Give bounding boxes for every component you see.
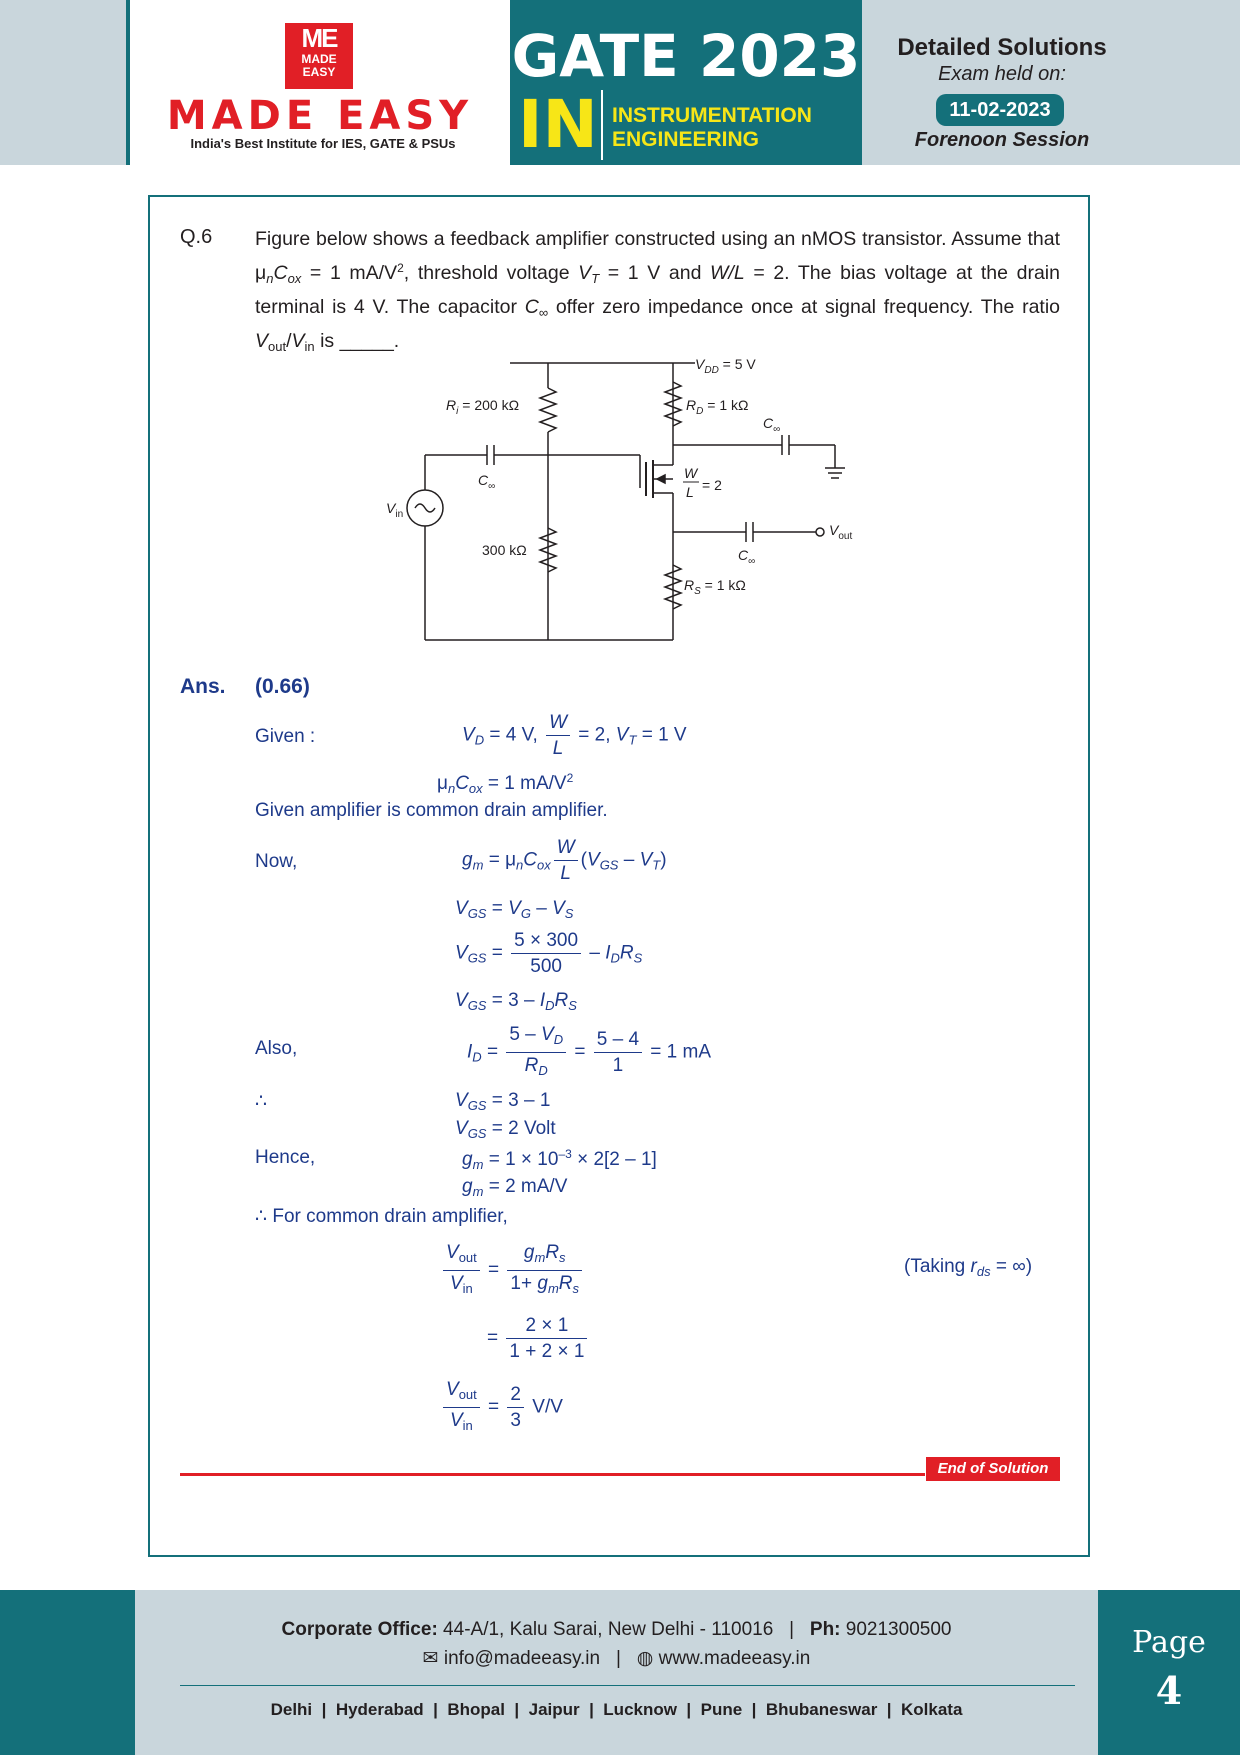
separator: | [615, 1648, 621, 1669]
corporate-office-line [135, 1619, 1098, 1641]
feedback-amplifier-circuit [370, 350, 870, 650]
now-label: Now, [255, 851, 298, 872]
branch-code: IN [518, 86, 598, 163]
exam-held-label: Exam held on: [938, 63, 1066, 85]
corporate-office-label: Corporate Office: [281, 1619, 438, 1640]
ri-label: $R_i = 200$ kΩ [446, 397, 520, 417]
city-item: Pune [700, 1700, 743, 1719]
exam-title: GATE 2023 [511, 22, 861, 90]
brand-tagline: India's Best Institute for IES, GATE & PSUs [190, 136, 456, 151]
vgs-step: $V_{GS} = 3 - 1$ [455, 1090, 551, 1113]
gm-equation: $g_m = \mu_nC_{ox}$ $\frac{W}{L}$ $(V_{GS} - V_T)$ [462, 837, 667, 884]
contact-line [135, 1647, 1098, 1670]
page-label: Page [1132, 1625, 1206, 1660]
exam-session: Forenoon Session [914, 129, 1090, 151]
ri-resistor [540, 388, 556, 432]
exam-date-badge: 11-02-2023 [936, 94, 1064, 126]
given-label: Given : [255, 726, 316, 747]
phone-label: Ph: [809, 1619, 841, 1640]
email-link[interactable]: info@madeeasy.in [443, 1648, 601, 1669]
footer-info-band [135, 1590, 1098, 1755]
city-item: Lucknow [603, 1700, 677, 1719]
logo-small-text: MADE EASY [301, 52, 337, 79]
vgs-divider-equation: $V_{GS}$ = $\frac{5 \times 300}{500}$ – $I_DR_S$ [455, 930, 643, 977]
footer-rule [180, 1685, 1075, 1686]
rd-label: $R_D = 1$ kΩ [686, 397, 749, 417]
l-label: L [686, 484, 694, 500]
hence-label: Hence, [255, 1147, 316, 1168]
corporate-address: 44-A/1, Kalu Sarai, New Delhi - 110016 [437, 1619, 774, 1640]
gm-calculation: $g_m = 1 \times 10^{-3} \times 2[2 - 1]$ [462, 1147, 657, 1172]
also-label: Also, [255, 1038, 298, 1059]
r300-label: 300 kΩ [482, 542, 527, 558]
vout-label: $V_{out}$ [829, 522, 853, 542]
therefore-symbol: ∴ [255, 1091, 268, 1112]
city-item: Bhopal [447, 1700, 505, 1719]
gain-result: $\frac{V_{out}}{V_{in}}$ = $\frac{2}{3}$ V/V [440, 1377, 563, 1438]
mail-icon: ✉ [422, 1648, 439, 1669]
answer-value: (0.66) [255, 675, 310, 698]
city-list: Delhi | Hyderabad | Bhopal | Jaipur | Lucknow | Pune | Bhubaneswar | Kolkata [270, 1700, 963, 1719]
question-text: Figure below shows a feedback amplifier constructed using an nMOS transistor. Assume that $\mu_nC_{ox} = 1$ $mA/V^2$, threshold voltage $V_T = 1$ V and W/L = 2. The bias voltage at the drain terminal is 4 V. The capacitor $C_\infty$ offer zero impedance once at signal frequency. The ratio $V_{out}/V_{in}$ is _____. [255, 228, 1061, 354]
footer-left-band [0, 1590, 135, 1755]
rs-label: $R_S = 1$ kΩ [684, 577, 746, 597]
wl-value: = 2 [702, 477, 722, 493]
question-number: Q.6 [180, 226, 213, 248]
brand-logo [285, 23, 353, 89]
city-item: Delhi [270, 1700, 313, 1719]
brand-name: MADE EASY [166, 93, 474, 139]
city-item: Bhubaneswar [765, 1700, 878, 1719]
branch-name [612, 104, 857, 152]
city-item: Hyderabad [335, 1700, 424, 1719]
id-equation: $I_D$ = $\frac{5 - V_D}{R_D}$ = $\frac{5 - 4}{1}$ = 1 mA [467, 1024, 712, 1078]
vin-label: $V_{in}$ [386, 500, 404, 520]
vgs-definition: $V_{GS} = V_G - V_S$ [455, 898, 574, 921]
common-drain-gain-intro: ∴ For common drain amplifier, [255, 1206, 508, 1227]
vgs-result: $V_{GS} = 2$ Volt [455, 1118, 556, 1141]
end-of-solution-badge: End of Solution [926, 1457, 1060, 1481]
page-number: 4 [1155, 1668, 1183, 1713]
gain-substitution: = $\frac{2 \times 1}{1 + 2 \times 1}$ [487, 1313, 590, 1364]
vdd-label: $V_{DD} = 5$ V [695, 356, 756, 376]
given-equation: $V_D = 4$ V, $\frac{W}{L}$ = 2, $V_T = 1$ V [462, 712, 687, 759]
end-of-solution-rule [180, 1473, 925, 1476]
common-drain-statement: Given amplifier is common drain amplifier. [255, 800, 608, 821]
vout-terminal [816, 528, 824, 536]
detailed-solutions-heading: Detailed Solutions [897, 34, 1107, 61]
logo-mark: ME [301, 23, 337, 53]
website-link[interactable]: www.madeeasy.in [658, 1648, 811, 1669]
header-left-band [0, 0, 128, 165]
cinf-source-label: $C_\infty$ [738, 547, 756, 567]
separator: | [789, 1619, 795, 1640]
city-item: Kolkata [900, 1700, 963, 1719]
vgs-simplified: $V_{GS} = 3 - I_DR_S$ [455, 990, 577, 1013]
branch-divider [601, 90, 603, 160]
cinf-drain-label: $C_\infty$ [763, 415, 781, 435]
city-item: Jaipur [528, 1700, 580, 1719]
phone-number: 9021300500 [840, 1619, 952, 1640]
globe-icon: ◍ [636, 1648, 654, 1669]
gain-formula: $\frac{V_{out}}{V_{in}}$ = $\frac{g_mR_s}{1+ g_mR_s}$ [440, 1240, 585, 1301]
mobility-equation: $\mu_nC_{ox} = 1$ $mA/V^2$ [437, 771, 574, 796]
rds-assumption: (Taking $r_{ds}$ = ∞) [904, 1256, 1033, 1279]
w-label: W [684, 465, 698, 481]
branch-line-2: ENGINEERING [612, 128, 760, 151]
branch-line-1: INSTRUMENTATION [612, 104, 812, 127]
cinf-gate-label: $C_\infty$ [478, 472, 496, 492]
answer-label: Ans. [180, 675, 226, 698]
gm-result: $g_m = 2$ mA/V [462, 1176, 568, 1199]
